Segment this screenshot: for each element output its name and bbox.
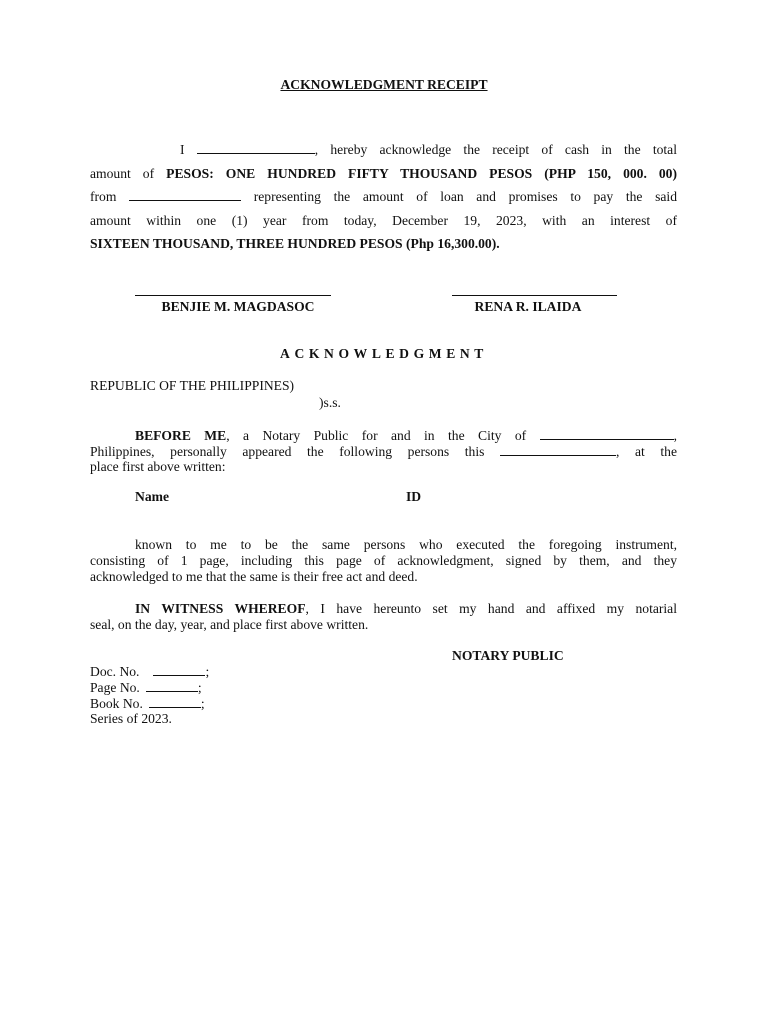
known-paragraph <box>90 537 677 585</box>
doc-no-entry: Doc. No. ; <box>90 664 210 680</box>
signatory-name-left: BENJIE M. MAGDASOC <box>161 299 315 314</box>
before-me-paragraph <box>90 427 677 475</box>
notary-public-label: NOTARY PUBLIC <box>452 648 564 663</box>
witness-paragraph <box>90 601 677 633</box>
known-line-1: known to me to be the same persons who executed the foregoing instrument, <box>135 537 677 552</box>
before-me-line-1: BEFORE ME, a Notary Public for and in the City of , <box>135 428 677 444</box>
document-title: ACKNOWLEDGMENT RECEIPT <box>280 77 488 92</box>
receipt-line-5: SIXTEEN THOUSAND, THREE HUNDRED PESOS (Php 16,300.00). <box>90 236 500 252</box>
witness-line-1: IN WITNESS WHEREOF, I have hereunto set my hand and affixed my notarial <box>135 601 677 616</box>
receipt-line-4: amount within one (1) year from today, December 19, 2023, with an interest of <box>90 212 677 228</box>
before-me-line-3: place first above written: <box>90 459 226 474</box>
receipt-line-3: from representing the amount of loan and promises to pay the said <box>90 189 677 205</box>
receipt-line-1: I , hereby acknowledge the receipt of cash in the total <box>180 142 677 157</box>
before-me-line-2: Philippines, personally appeared the following persons this , at the <box>90 444 677 460</box>
acknowledgment-heading: ACKNOWLEDGMENT <box>280 346 488 361</box>
column-header-name: Name <box>135 489 169 504</box>
receipt-line-2: amount of PESOS: ONE HUNDRED FIFTY THOUSAND PESOS (PHP 150, 000. 00) <box>90 165 678 181</box>
book-no-entry: Book No. ; <box>90 696 205 712</box>
page-no-entry: Page No. ; <box>90 680 202 696</box>
venue-line-2: )s.s. <box>319 395 341 410</box>
signature-line-right <box>452 295 617 296</box>
column-header-id: ID <box>406 489 422 504</box>
known-line-3: acknowledged to me that the same is their free act and deed. <box>90 569 418 584</box>
signatory-name-right: RENA R. ILAIDA <box>474 299 582 314</box>
witness-line-2: seal, on the day, year, and place first above written. <box>90 617 369 632</box>
series-entry: Series of 2023. <box>90 711 172 726</box>
venue-line-1: REPUBLIC OF THE PHILIPPINES) <box>90 378 295 393</box>
signature-line-left <box>135 295 331 296</box>
known-line-2: consisting of 1 page, including this page of acknowledgment, signed by them, and they <box>90 553 677 568</box>
receipt-paragraph <box>90 138 677 256</box>
